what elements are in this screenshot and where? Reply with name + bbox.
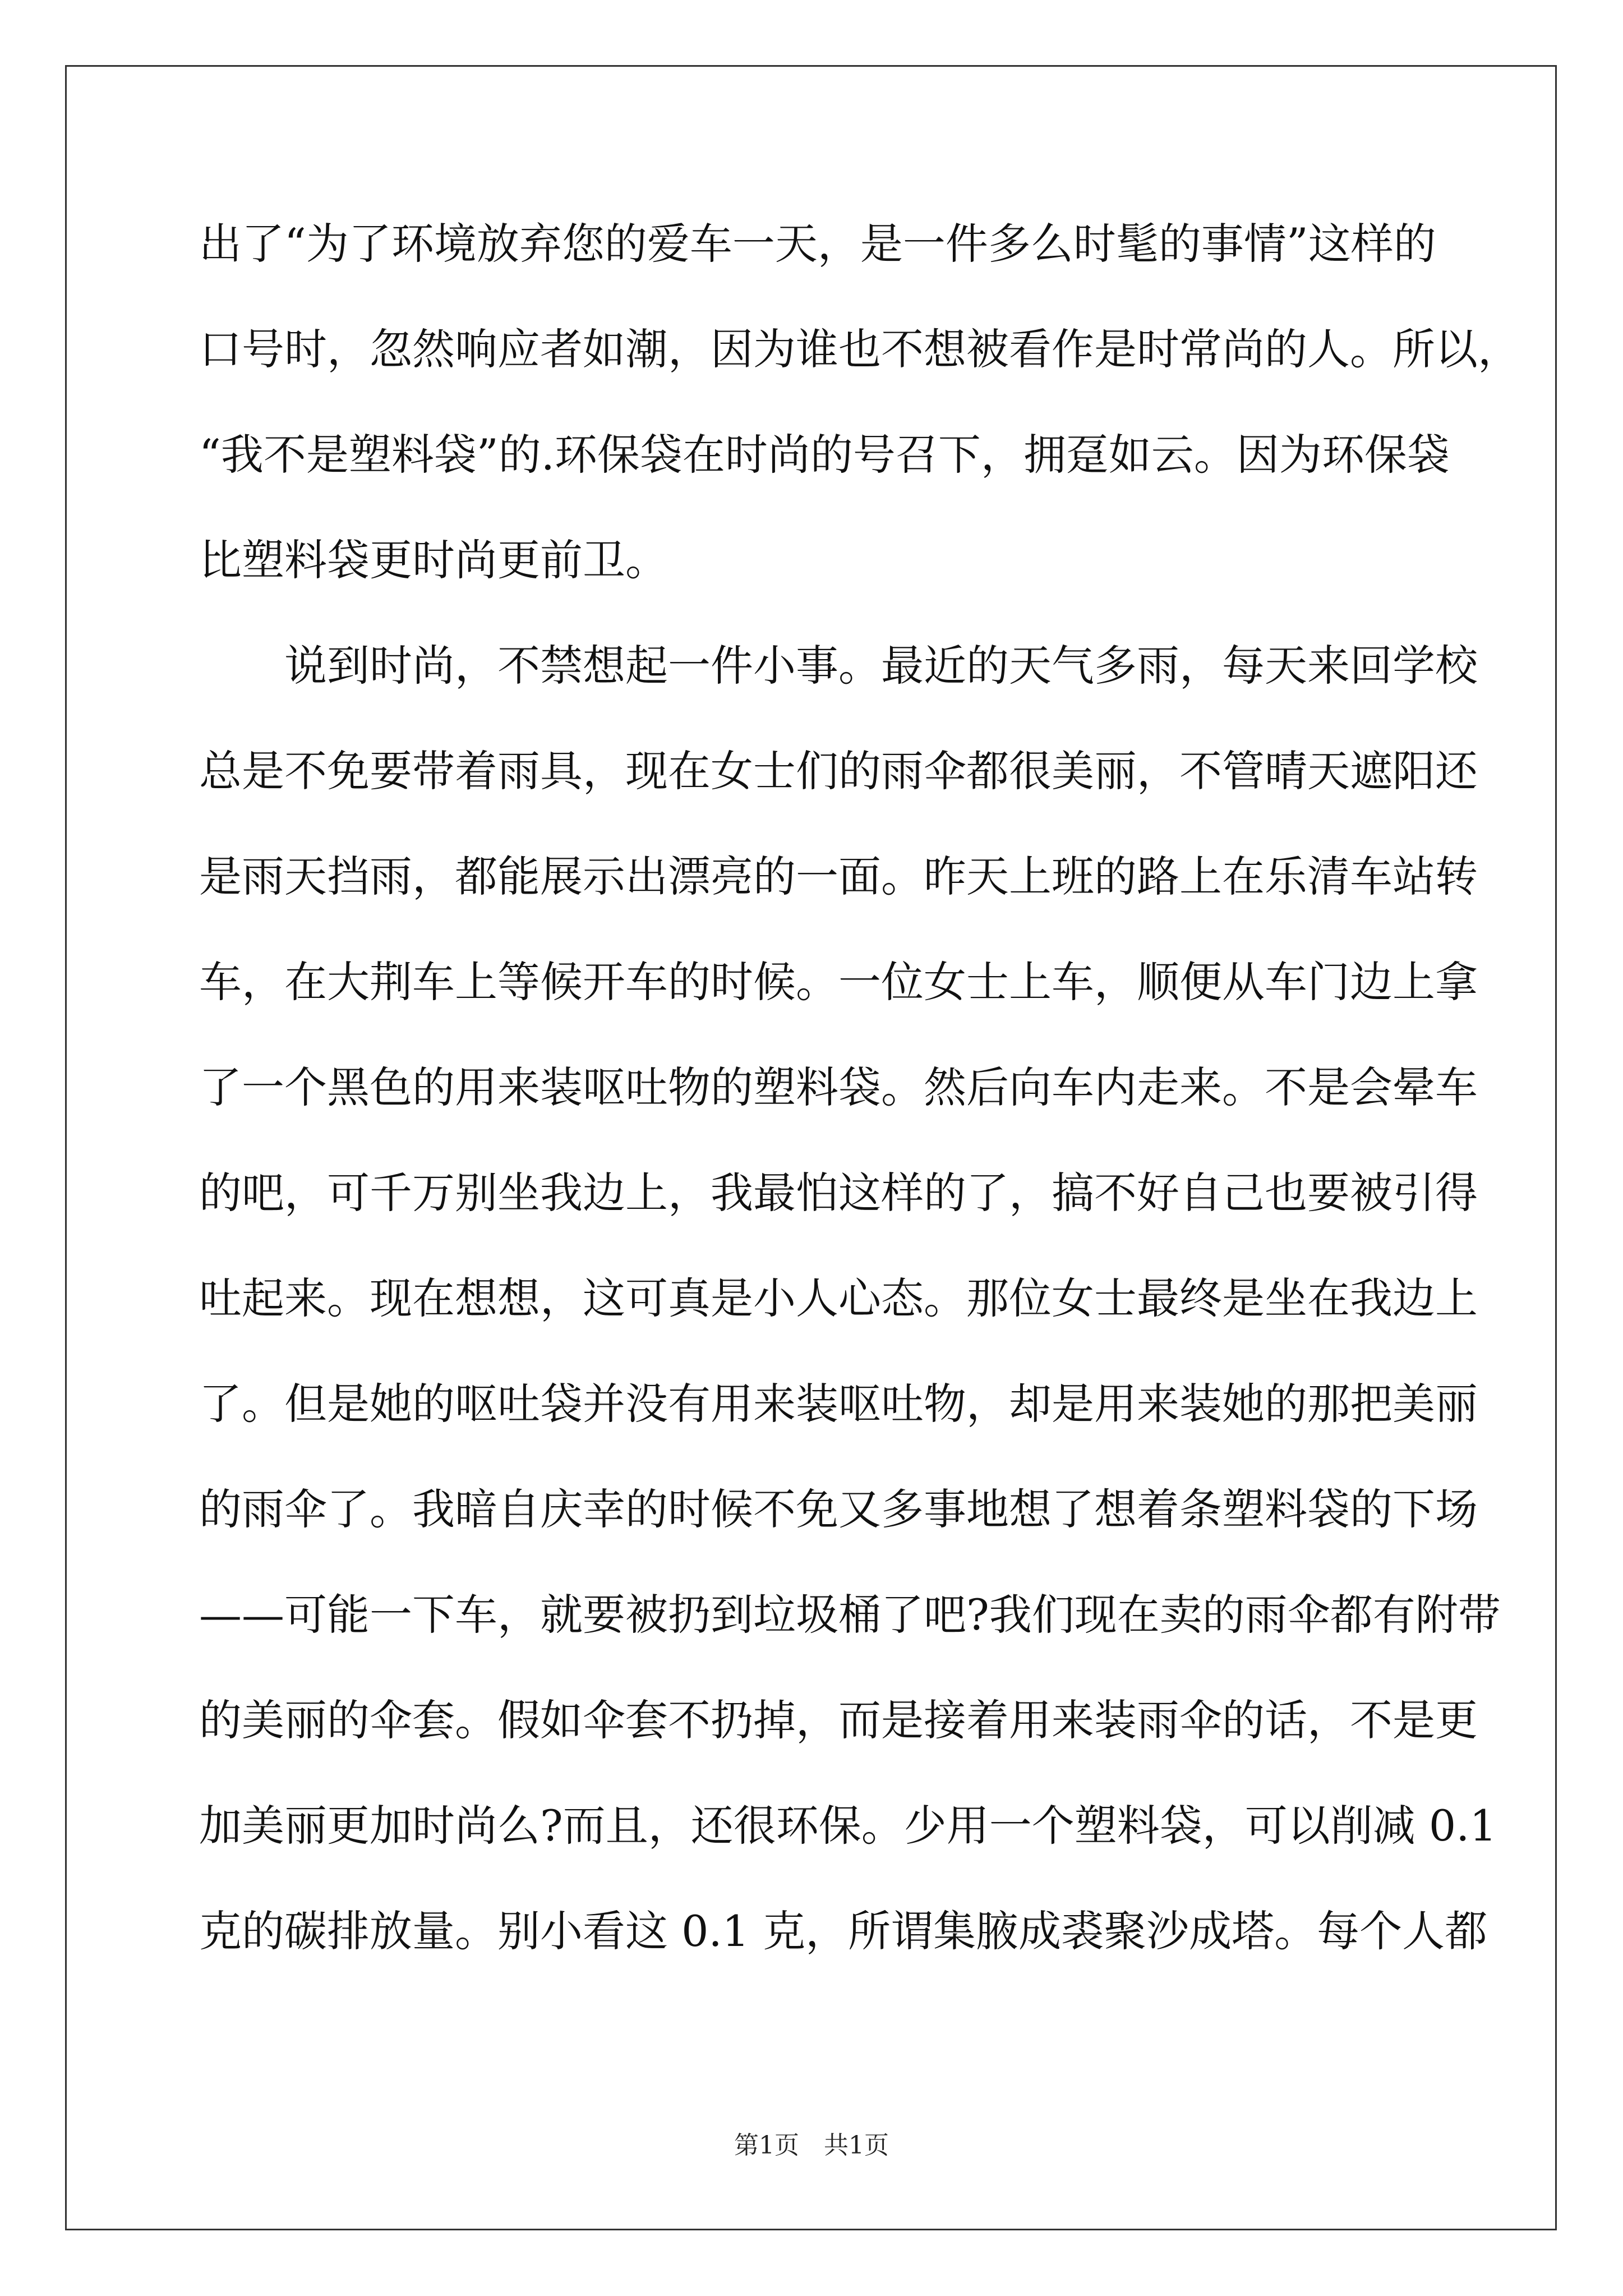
text-line: 说到时尚，不禁想起一件小事。最近的天气多雨，每天来回学校 (199, 641, 1478, 691)
text-line: 了一个黑色的用来装呕吐物的塑料袋。然后向车内走来。不是会晕车 (199, 1062, 1478, 1112)
text-line: 总是不免要带着雨具，现在女士们的雨伞都很美丽，不管晴天遮阳还 (199, 746, 1478, 796)
text-line: 克的碳排放量。别小看这 0.1 克，所谓集腋成裘聚沙成塔。每个人都 (199, 1906, 1488, 1956)
document-body (199, 213, 1520, 2006)
text-line: 的雨伞了。我暗自庆幸的时候不免又多事地想了想着条塑料袋的下场 (199, 1484, 1478, 1534)
text-line: “我不是塑料袋”的.环保袋在时尚的号召下，拥趸如云。因为环保袋 (199, 430, 1450, 480)
text-line: 车，在大荆车上等候开车的时候。一位女士上车，顺便从车门边上拿 (199, 957, 1478, 1007)
text-line: 出了“为了环境放弃您的爱车一天，是一件多么时髦的事情”这样的 (199, 219, 1436, 269)
text-line: 是雨天挡雨，都能展示出漂亮的一面。昨天上班的路上在乐清车站转 (199, 852, 1478, 901)
text-line: ——可能一下车，就要被扔到垃圾桶了吧?我们现在卖的雨伞都有附带 (199, 1590, 1501, 1640)
text-line: 的美丽的伞套。假如伞套不扔掉，而是接着用来装雨伞的话，不是更 (199, 1695, 1478, 1745)
text-line: 口号时，忽然响应者如潮，因为谁也不想被看作是时常尚的人。所以， (199, 324, 1520, 374)
text-line: 吐起来。现在想想，这可真是小人心态。那位女士最终是坐在我边上 (199, 1273, 1478, 1323)
text-line: 的吧，可千万别坐我边上，我最怕这样的了，搞不好自己也要被引得 (199, 1168, 1478, 1218)
text-line: 比塑料袋更时尚更前卫。 (199, 535, 668, 585)
text-line: 加美丽更加时尚么?而且，还很环保。少用一个塑料袋，可以削减 0.1 (199, 1801, 1497, 1851)
page-number-footer: 第1页 共1页 (734, 2131, 889, 2160)
text-line: 了。但是她的呕吐袋并没有用来装呕吐物，却是用来装她的那把美丽 (199, 1379, 1478, 1429)
